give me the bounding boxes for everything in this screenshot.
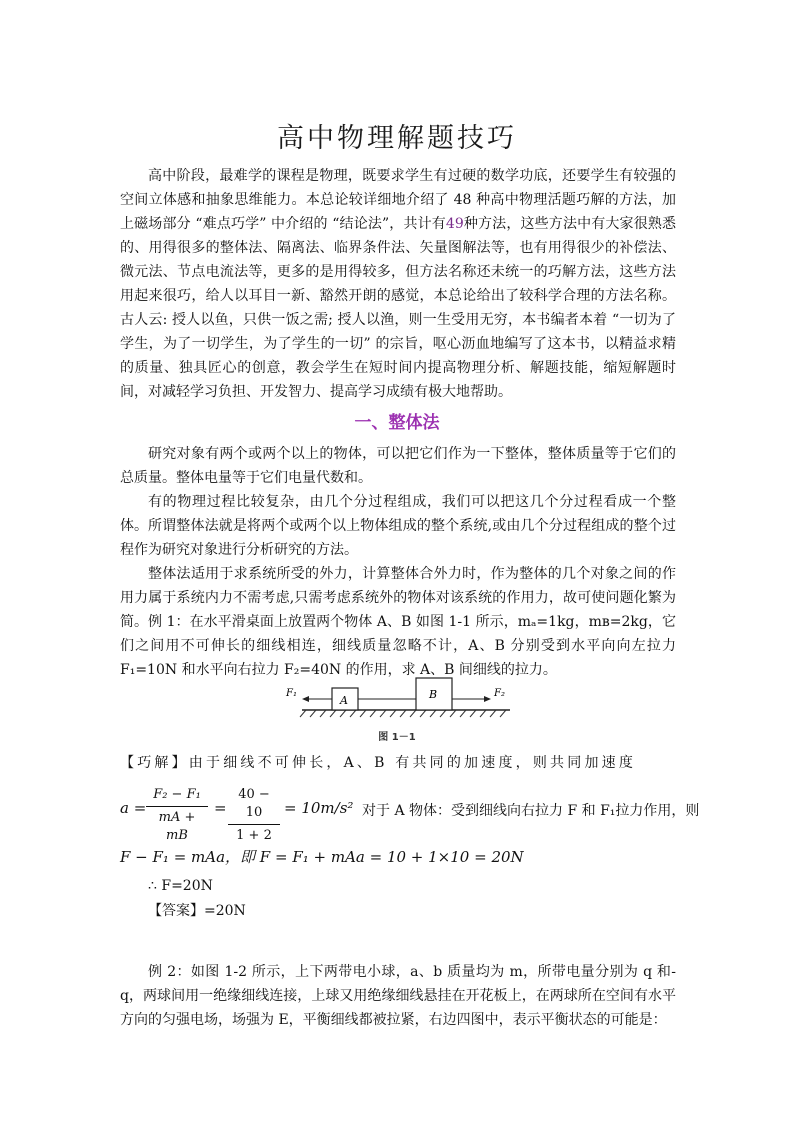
tension-equation: F − F₁ = mAa，即 F = F₁ + mAa = 10 + 1×10 = 20N bbox=[120, 848, 524, 866]
fraction-values-numerator: 40 − 10 bbox=[238, 787, 270, 820]
solution-after-formula: 对于 A 物体：受到细线向右拉力 F 和 F₁拉力作用，则 bbox=[362, 803, 700, 819]
label-f1: F₁ bbox=[286, 688, 297, 699]
body-paragraph-4: 整体法适用于求系统所受的外力，计算整体合外力时，作为整体的几个对象之间的作用力属于系统内力不需考虑,只需考虑系统外的物体对该系统的作用力，故可使问题化繁为简。 bbox=[120, 566, 676, 630]
ground-hatching bbox=[300, 710, 506, 717]
intro-text-part1: 高中阶段，最难学的课程是物理，既要求学生有过硬的数学功底，还要学生有较强的空间立体感和抽象思维能力。本总论较详细地介绍了 48 种高中物理活题巧解的方法，加上磁场部分 “难点巧学” 中介绍的 “结论法”，共计有 bbox=[120, 168, 676, 232]
body-paragraph-3: 所谓整体法就是将两个或两个以上物体组成的整个系统,或由几个分过程组成的整个过程作为研究对象进行分析研究的方法。 bbox=[120, 518, 676, 558]
figure-caption: 图 1－1 bbox=[378, 732, 416, 743]
fraction-values-denominator: 1 + 2 bbox=[236, 828, 272, 843]
therefore-line: ∴ F=20N bbox=[148, 878, 213, 894]
solution-intro: 【巧解】由于细线不可伸长，A、B 有共同的加速度，则共同加速度 bbox=[120, 755, 637, 771]
force-f2-arrowhead bbox=[484, 696, 491, 702]
example-1-text: 例 1：在水平滑桌面上放置两个物体 A、B 如图 1-1 所示，mₐ=1kg，mʙ=2kg，它们之间用不可伸长的细线相连，细线质量忽略不计，A、B 分别受到水平向向左拉力 F₁=10N 和水平向右拉力 F₂=40N 的作用，求 A、B 间细线的拉力。 bbox=[120, 614, 676, 678]
method-count-highlight: 49 bbox=[445, 216, 464, 232]
acceleration-result: = 10m/s² bbox=[284, 799, 354, 817]
label-b: B bbox=[429, 688, 438, 701]
intro-text-part2: 种方法，这些方法中有大家很熟悉的、用得很多的整体法、隔离法、临界条件法、矢量图解法等，也有用得很少的补偿法、微元法、节点电流法等，更多的是用得较多，但方法名称还未统一的巧解方法，这些方法用起来很巧，给人以耳目一新、豁然开朗的感觉，本总论给出了较科学合理的方法名称。古人云: 授人以鱼，只供一饭之需; 授人以渔，则一生受用无穷，本书编者本着 “一切为了学生，为了一切学生，为了学生的一切” 的宗旨，呕心沥血地编写了这本书，以精益求精的质量、独具匠心的创意，教会学生在短时间内提高物理分析、解题技能，缩短解题时间，对减轻学习负担、开发智力、提高学习成绩有极大地帮助。 bbox=[120, 216, 676, 400]
fraction-forces-numerator: F₂ − F₁ bbox=[153, 787, 201, 802]
force-f1-arrowhead bbox=[302, 696, 309, 702]
label-a: A bbox=[340, 694, 348, 707]
fraction-forces bbox=[146, 786, 208, 845]
fraction-forces-denominator: mA + mB bbox=[158, 810, 196, 843]
formula-a-lhs: a = bbox=[120, 799, 147, 817]
answer-line: 【答案】=20N bbox=[148, 903, 246, 919]
body-paragraph-2: 有的物理过程比较复杂，由几个分过程组成，我们可以把这几个分过程看成一个整体。 bbox=[120, 494, 676, 534]
example-2-text: 例 2：如图 1-2 所示，上下两带电小球，a、b 质量均为 m，所带电量分别为 q 和-q，两球间用一绝缘细线连接，上球又用绝缘细线悬挂在开花板上，在两球所在空间有水平方向的匀强电场，场强为 E，平衡细线都被拉紧，右边四图中，表示平衡状态的可能是： bbox=[120, 964, 676, 1028]
document-title: 高中物理解题技巧 bbox=[277, 123, 517, 154]
fraction-values bbox=[228, 786, 280, 845]
label-f2: F₂ bbox=[494, 688, 505, 699]
section-heading: 一、整体法 bbox=[354, 413, 440, 433]
body-paragraph-1: 研究对象有两个或两个以上的物体，可以把它们作为一下整体，整体质量等于它们的总质量。整体电量等于它们电量代数和。 bbox=[120, 446, 676, 486]
acceleration-formula: a = F₂ − F₁ mA + mB = 40 − 10 1 + 2 = 10m/s² 对于 A 物体：受到细线向右拉力 F 和 F₁拉力作用，则 bbox=[120, 787, 700, 843]
intro-paragraph bbox=[120, 164, 676, 404]
